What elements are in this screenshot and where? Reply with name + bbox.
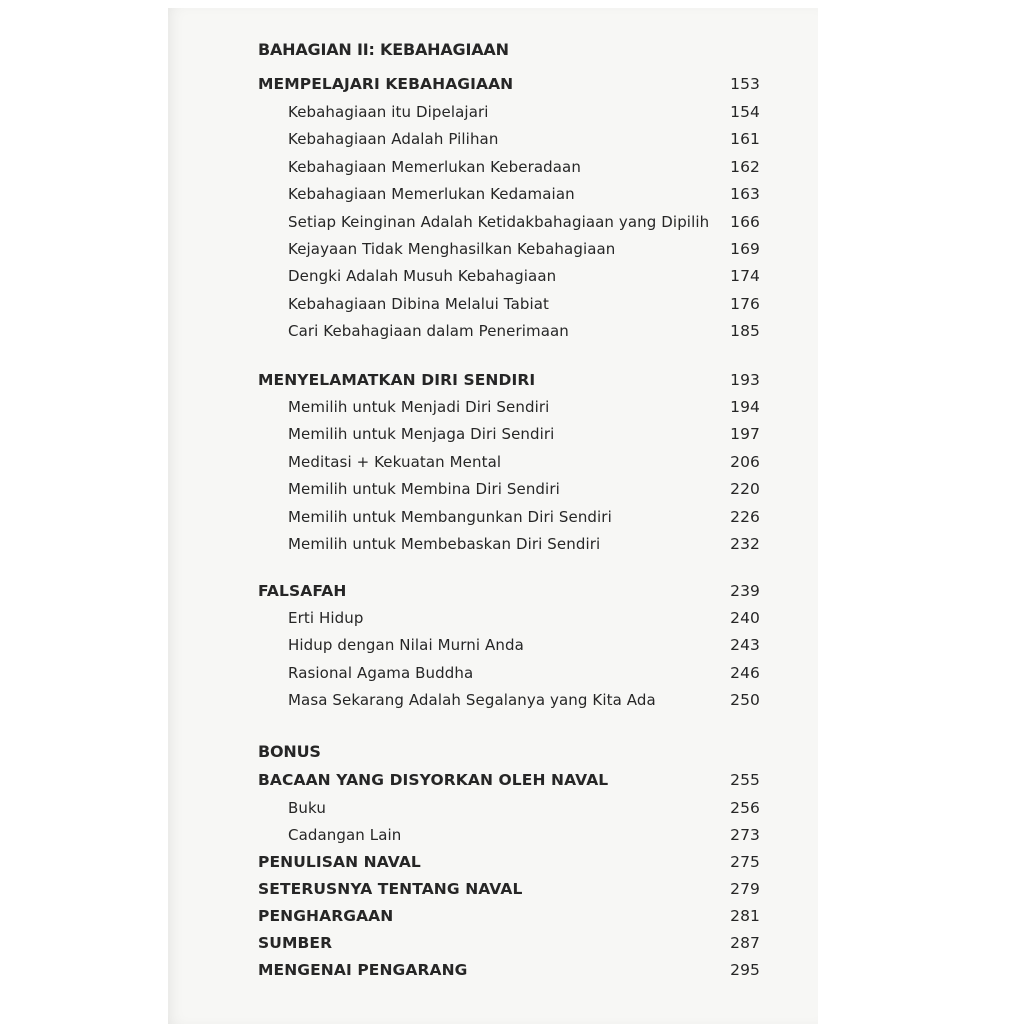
toc-page-number: 256 xyxy=(730,799,760,817)
toc-page-number: 220 xyxy=(730,480,760,498)
toc-section xyxy=(258,931,760,955)
toc-page-number: 279 xyxy=(730,880,760,898)
toc-page-number: 185 xyxy=(730,322,760,340)
toc-section-title: SETERUSNYA TENTANG NAVAL xyxy=(258,880,523,898)
toc-entry-title: Hidup dengan Nilai Murni Anda xyxy=(288,636,524,654)
toc-entry-title: Kebahagiaan Dibina Melalui Tabiat xyxy=(288,295,550,313)
toc-entry-title: Kebahagiaan Memerlukan Keberadaan xyxy=(288,158,581,176)
toc-section-title: MENYELAMATKAN DIRI SENDIRI xyxy=(258,371,536,389)
toc-page-number: 239 xyxy=(730,582,760,600)
toc-page-number: 197 xyxy=(730,425,760,443)
toc-page-number: 281 xyxy=(730,907,760,925)
toc-entry-title: Kejayaan Tidak Menghasilkan Kebahagiaan xyxy=(288,240,616,258)
toc-entry-title: Dengki Adalah Musuh Kebahagiaan xyxy=(288,267,557,285)
toc-entry-title: Cari Kebahagiaan dalam Penerimaan xyxy=(288,322,569,340)
toc-entry-title: Memilih untuk Membebaskan Diri Sendiri xyxy=(288,535,601,553)
toc-entry xyxy=(288,532,760,556)
toc-page-number: 243 xyxy=(730,636,760,654)
toc-entry xyxy=(288,210,760,234)
toc-entry xyxy=(288,292,760,316)
toc-section xyxy=(258,904,760,928)
toc-section xyxy=(258,72,760,96)
toc-page-number: 154 xyxy=(730,103,760,121)
toc-entry xyxy=(288,264,760,288)
toc-entry xyxy=(288,395,760,419)
toc-section-title: BACAAN YANG DISYORKAN OLEH NAVAL xyxy=(258,771,609,789)
toc-section-title: PENULISAN NAVAL xyxy=(258,853,421,871)
bonus-heading: BONUS xyxy=(258,742,321,761)
toc-entry xyxy=(288,477,760,501)
toc-entry-title: Meditasi + Kekuatan Mental xyxy=(288,453,502,471)
part-heading: BAHAGIAN II: KEBAHAGIAAN xyxy=(258,40,509,59)
toc-page-number: 273 xyxy=(730,826,760,844)
toc-section xyxy=(258,579,760,603)
toc-entry xyxy=(288,505,760,529)
toc-page-number: 176 xyxy=(730,295,760,313)
toc-entry xyxy=(288,127,760,151)
toc-section xyxy=(258,850,760,874)
toc-page-number: 163 xyxy=(730,185,760,203)
toc-section xyxy=(258,958,760,982)
toc-page-number: 194 xyxy=(730,398,760,416)
toc-page-number: 166 xyxy=(730,213,760,231)
toc-entry-title: Memilih untuk Membina Diri Sendiri xyxy=(288,480,560,498)
toc-entry-title: Kebahagiaan Adalah Pilihan xyxy=(288,130,499,148)
toc-entry-title: Cadangan Lain xyxy=(288,826,402,844)
toc-entry-title: Rasional Agama Buddha xyxy=(288,664,474,682)
toc-page-number: 232 xyxy=(730,535,760,553)
toc-section-title: FALSAFAH xyxy=(258,582,347,600)
toc-section-title: SUMBER xyxy=(258,934,333,952)
toc-entry-title: Memilih untuk Menjadi Diri Sendiri xyxy=(288,398,550,416)
toc-page-number: 193 xyxy=(730,371,760,389)
toc-page-number: 246 xyxy=(730,664,760,682)
toc-page-number: 161 xyxy=(730,130,760,148)
toc-entry-title: Erti Hidup xyxy=(288,609,364,627)
toc-page-number: 287 xyxy=(730,934,760,952)
toc-section xyxy=(258,768,760,792)
toc-entry xyxy=(288,633,760,657)
toc-entry xyxy=(288,155,760,179)
toc-entry-title: Kebahagiaan Memerlukan Kedamaian xyxy=(288,185,575,203)
toc-section-title: MEMPELAJARI KEBAHAGIAAN xyxy=(258,75,514,93)
toc-entry-title: Memilih untuk Menjaga Diri Sendiri xyxy=(288,425,555,443)
toc-entry xyxy=(288,823,760,847)
toc-page-number: 250 xyxy=(730,691,760,709)
toc-entry xyxy=(288,422,760,446)
toc-page-number: 162 xyxy=(730,158,760,176)
toc-section-title: MENGENAI PENGARANG xyxy=(258,961,468,979)
toc-page-number: 255 xyxy=(730,771,760,789)
toc-entry-title: Kebahagiaan itu Dipelajari xyxy=(288,103,489,121)
toc-entry-title: Setiap Keinginan Adalah Ketidakbahagiaan yang Dipilih xyxy=(288,213,710,231)
toc-entry-title: Masa Sekarang Adalah Segalanya yang Kita Ada xyxy=(288,691,656,709)
toc-entry xyxy=(288,237,760,261)
toc-entry-title: Memilih untuk Membangunkan Diri Sendiri xyxy=(288,508,612,526)
toc-section xyxy=(258,368,760,392)
toc-entry xyxy=(288,606,760,630)
toc-page-number: 240 xyxy=(730,609,760,627)
toc-page-number: 206 xyxy=(730,453,760,471)
toc-entry-title: Buku xyxy=(288,799,326,817)
toc-entry xyxy=(288,100,760,124)
toc-entry xyxy=(288,796,760,820)
toc-entry xyxy=(288,450,760,474)
toc-page-number: 174 xyxy=(730,267,760,285)
toc-entry xyxy=(288,319,760,343)
toc-page-number: 275 xyxy=(730,853,760,871)
toc-entry xyxy=(288,688,760,712)
toc-page-number: 295 xyxy=(730,961,760,979)
toc-page-number: 226 xyxy=(730,508,760,526)
toc-section-title: PENGHARGAAN xyxy=(258,907,394,925)
toc-entry xyxy=(288,182,760,206)
toc-section xyxy=(258,877,760,901)
toc-entry xyxy=(288,661,760,685)
toc-page-number: 153 xyxy=(730,75,760,93)
toc-page-number: 169 xyxy=(730,240,760,258)
